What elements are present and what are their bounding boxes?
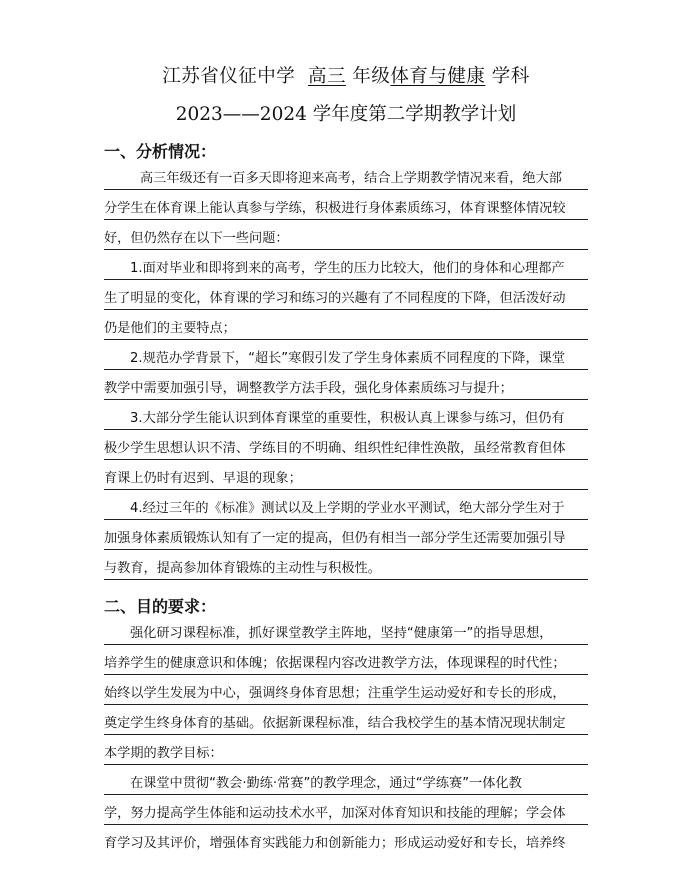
paragraph-line: 强化研习课程标准，抓好课堂教学主阵地，坚持“健康第一”的指导思想， [104,625,588,645]
paragraph-line: 仍是他们的主要特点； [104,320,588,340]
paragraph-line: 培养学生的健康意识和体魄；依据课程内容改进教学方法，体现课程的时代性； [104,655,588,675]
subject-name: 体育与健康 [390,66,486,87]
school-name: 江苏省仪征中学 [162,66,296,87]
paragraph-line: 分学生在体育课上能认真参与学练，积极进行身体素质练习，体育课整体情况较 [104,200,588,220]
paragraph-line: 2.规范办学背景下，“超长”寒假引发了学生身体素质不同程度的下降，课堂 [104,350,588,370]
paragraph-line: 生了明显的变化，体育课的学习和练习的兴趣有了不同程度的下降，但活泼好动 [104,290,588,310]
paragraph-line: 育课上仍时有迟到、早退的现象； [104,470,588,490]
plan-title: 2023——2024 学年度第二学期教学计划 [175,104,517,125]
paragraph-line: 育学习及其评价，增强体育实践能力和创新能力；形成运动爱好和专长，培养终 [104,836,566,851]
subject-suffix: 学科 [491,66,530,87]
school-grade-subject-title [0,62,692,88]
paragraph-line: 3.大部分学生能认识到体育课堂的重要性，积极认真上课参与练习，但仍有 [104,410,588,430]
paragraph-line: 教学中需要加强引导，调整教学方法手段，强化身体素质练习与提升； [104,380,588,400]
paragraph-line: 与教育，提高参加体育锻炼的主动性与积极性。 [104,560,588,580]
paragraph-line: 在课堂中贯彻“教会·勤练·常赛”的教学理念，通过“学练赛”一体化教 [104,775,588,795]
paragraph-line: 极少学生思想认识不清、学练目的不明确、组织性纪律性涣散，虽经常教育但体 [104,440,588,460]
paragraph-line: 好，但仍然存在以下一些问题： [104,230,588,250]
paragraph-line: 学，努力提高学生体能和运动技术水平，加深对体育知识和技能的理解；学会体 [104,805,588,825]
paragraph-line: 本学期的教学目标： [104,745,588,765]
paragraph-line: 高三年级还有一百多天即将迎来高考，结合上学期教学情况来看，绝大部 [104,170,588,190]
grade-name: 高三 [307,66,346,87]
paragraph-line: 加强身体素质锻炼认知有了一定的提高，但仍有相当一部分学生还需要加强引导 [104,530,588,550]
grade-suffix: 年级 [352,66,391,87]
paragraph-line: 奠定学生终身体育的基础。依据新课程标准，结合我校学生的基本情况现状制定 [104,715,588,735]
analysis-heading: 一、分析情况： [104,142,217,161]
goals-heading: 二、目的要求： [104,597,217,616]
paragraph-line: 1.面对毕业和即将到来的高考，学生的压力比较大，他们的身体和心理都产 [104,260,588,280]
paragraph-line: 始终以学生发展为中心，强调终身体育思想；注重学生运动爱好和专长的形成， [104,685,588,705]
paragraph-line: 4.经过三年的《标准》测试以及上学期的学业水平测试，绝大部分学生对于 [104,500,588,520]
